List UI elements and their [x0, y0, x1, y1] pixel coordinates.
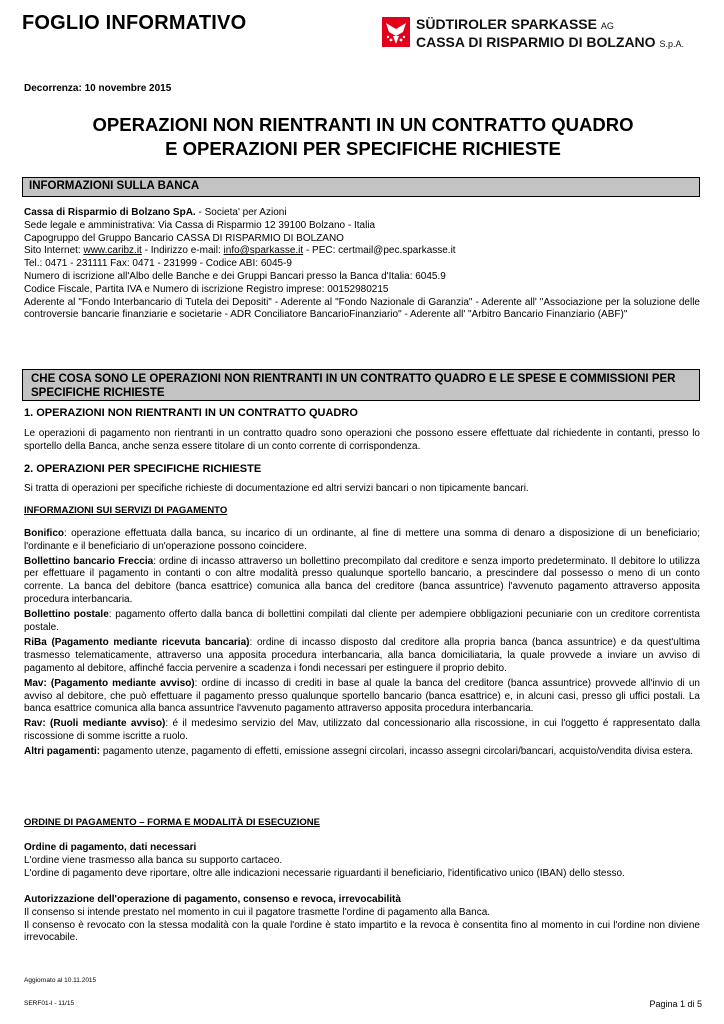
- bank-contacts: [24, 245, 700, 258]
- bank-registration: Numero di iscrizione all'Albo delle Banche e dei Gruppi Bancari presso la Banca d'Italia: 6045.9: [24, 270, 446, 282]
- brand-name-german: SÜDTIROLER SPARKASSE: [416, 16, 597, 32]
- bank-phone: Tel.: 0471 - 231111 Fax: 0471 - 231999 - Codice ABI: 6045-9: [24, 258, 292, 270]
- list-item: [24, 556, 700, 607]
- bank-group: Capogruppo del Gruppo Bancario CASSA DI RISPARMIO DI BOLZANO: [24, 232, 344, 244]
- term-bollettino-freccia: Bollettino bancario Freccia: [24, 555, 154, 567]
- list-item: [24, 637, 700, 675]
- definition: : ordine di incasso di crediti in base al quale la banca del creditore (banca assuntrice) provvede all'invio di un avviso al debitore, che può effettuare il pagamento presso qualunque sportello bancario (banca esattrice) e, in alcuni casi, presso gli uffici postali. La banca esattrice comunica alla banca assuntrice l'avvenuto pagamento attraverso apposita procedura interbancaria.: [24, 677, 700, 715]
- authorization-heading: Autorizzazione dell'operazione di pagamento, consenso e revoca, irrevocabilità: [24, 894, 401, 905]
- effective-date: Decorrenza: 10 novembre 2015: [24, 83, 172, 94]
- paragraph-specific-requests: Si tratta di operazioni per specifiche richieste di documentazione ed altri servizi bancari o non tipicamente bancari.: [24, 483, 529, 494]
- bank-tax-code: Codice Fiscale, Partita IVA e Numero di iscrizione Registro imprese: 00152980215: [24, 283, 389, 295]
- bank-info-block: [24, 207, 700, 322]
- section-heading-bank-info: INFORMAZIONI SULLA BANCA: [22, 177, 700, 197]
- heading-operations-outside-framework: 1. OPERAZIONI NON RIENTRANTI IN UN CONTRATTO QUADRO: [24, 407, 358, 419]
- definition: : ordine di incasso attraverso un bollettino precompilato dal creditore e senza importo predeterminato. Il debitore lo utilizza per effettuare il pagamento in contanti o con altre modalità presso qualunque sportello bancario, a prescindere dal possesso o meno di un conto corrente. La banca del debitore (banca esattrice) comunica alla banca del creditore (banca assuntrice) l'avvenuto pagamento attraverso apposita procedura interbancaria.: [24, 555, 700, 605]
- document-type-title: FOGLIO INFORMATIVO: [22, 12, 247, 34]
- term-riba: RiBa (Pagamento mediante ricevuta bancaria): [24, 637, 250, 649]
- website-link[interactable]: www.caribz.it: [83, 245, 142, 257]
- list-item: [24, 746, 700, 759]
- list-item: [24, 528, 700, 554]
- brand-name-italian: CASSA DI RISPARMIO DI BOLZANO: [416, 34, 656, 50]
- footer-document-code: SERF01-I - 11/15: [24, 1000, 75, 1007]
- subheading-payment-order: ORDINE DI PAGAMENTO – FORMA E MODALITÀ DI ESECUZIONE: [24, 817, 320, 828]
- page-title-line2: E OPERAZIONI PER SPECIFICHE RICHIESTE: [165, 138, 561, 159]
- page-title: [20, 113, 706, 161]
- authorization-block: [24, 894, 700, 945]
- term-rav: Rav: (Ruoli mediante avviso): [24, 718, 166, 730]
- email-label: - Indirizzo e-mail:: [141, 245, 224, 257]
- brand-suffix-spa: S.p.A.: [659, 39, 684, 49]
- email-link[interactable]: info@sparkasse.it: [223, 245, 304, 257]
- list-item: [24, 718, 700, 744]
- term-mav: Mav: (Pagamento mediante avviso): [24, 677, 195, 689]
- bank-brand: [416, 16, 684, 52]
- list-item: [24, 678, 700, 716]
- definition: : ordine di incasso disposto dal creditore alla propria banca (banca assuntrice) e da quest'ultima trasmesso telematicamente, attraverso una apposita procedura interbancaria, alla banca domiciliataria, la quale provvede a inviare un avviso di pagamento al debitore, affinché faccia pervenire a scadenza i fondi necessari per estinguere il proprio debito.: [24, 637, 700, 674]
- bank-memberships: Aderente al "Fondo Interbancario di Tutela dei Depositi" - Aderente al "Fondo Nazionale di Garanzia" - Aderente all' "Associazione per la soluzione delle controversie bancarie finanziarie e societarie - ADR Conciliatore BancarioFinanziario" - Aderente all' "Arbitro Bancario Finanziario (ABF)": [24, 296, 700, 321]
- payment-order-paragraph-1: L'ordine viene trasmesso alla banca su supporto cartaceo.: [24, 854, 283, 866]
- heading-specific-requests: 2. OPERAZIONI PER SPECIFICHE RICHIESTE: [24, 463, 262, 475]
- authorization-paragraph-2: Il consenso è revocato con la stessa modalità con la quale l'ordine è stato impartito e la revoca è consentita fino al momento in cui l'ordine non diviene irrevocabile.: [24, 919, 700, 944]
- term-bollettino-postale: Bollettino postale: [24, 608, 109, 620]
- term-bonifico: Bonifico: [24, 528, 64, 539]
- subheading-payment-services: INFORMAZIONI SUI SERVIZI DI PAGAMENTO: [24, 505, 228, 516]
- sparkasse-eagle-logo-icon: [382, 17, 410, 47]
- page-title-line1: OPERAZIONI NON RIENTRANTI IN UN CONTRATTO QUADRO: [92, 114, 634, 135]
- definition: : pagamento offerto dalla banca di bollettini compilati dal cliente per adempiere obbligazioni pecuniarie con un creditore correntista postale.: [24, 608, 700, 633]
- definition: : operazione effettuata dalla banca, su incarico di un ordinante, al fine di mettere una somma di denaro a disposizione di un beneficiario; l'ordinante e il beneficiario di un'operazione possono coincidere.: [24, 528, 700, 552]
- site-label: Sito Internet:: [24, 245, 84, 257]
- bank-legal-form: - Societa' per Azioni: [195, 207, 287, 218]
- definition: pagamento utenze, pagamento di effetti, emissione assegni circolari, incasso assegni circolari/bancari, acquisto/vendita divisa estera.: [100, 745, 694, 757]
- authorization-paragraph-1: Il consenso si intende prestato nel momento in cui il pagatore trasmette l'ordine di pagamento alla Banca.: [24, 906, 491, 918]
- section-heading-operations: CHE COSA SONO LE OPERAZIONI NON RIENTRANTI IN UN CONTRATTO QUADRO E LE SPESE E COMMISSIONI PER SPECIFICHE RICHIESTE: [22, 369, 700, 401]
- footer-updated: Aggiornato al 10.11.2015: [24, 977, 97, 984]
- bank-name: Cassa di Risparmio di Bolzano SpA.: [24, 207, 196, 218]
- paragraph-operations-outside-framework: Le operazioni di pagamento non rientranti in un contratto quadro sono operazioni che possono essere effettuate dal richiedente in contanti, presso lo sportello della Banca, anche senza essere titolare di un conto corrente di corrispondenza.: [24, 428, 700, 452]
- list-item: [24, 609, 700, 635]
- payment-services-list: [24, 528, 700, 759]
- payment-order-block: [24, 842, 700, 880]
- term-altri-pagamenti: Altri pagamenti:: [24, 745, 101, 757]
- definition: : é il medesimo servizio del Mav, utilizzato dal concessionario alla riscossione, in cui l'oggetto é rappresentato dalla riscossione di somme iscritte a ruolo.: [24, 718, 701, 742]
- payment-order-paragraph-2: L'ordine di pagamento deve riportare, oltre alle indicazioni necessarie riguardanti il beneficiario, l'identificativo unico (IBAN) dello stesso.: [24, 867, 625, 879]
- payment-order-heading: Ordine di pagamento, dati necessari: [24, 842, 197, 853]
- page-number: Pagina 1 di 5: [649, 999, 702, 1009]
- pec-address: - PEC: certmail@pec.sparkasse.it: [303, 245, 456, 257]
- brand-suffix-ag: AG: [600, 21, 614, 31]
- bank-address: Sede legale e amministrativa: Via Cassa di Risparmio 12 39100 Bolzano - Italia: [24, 219, 376, 231]
